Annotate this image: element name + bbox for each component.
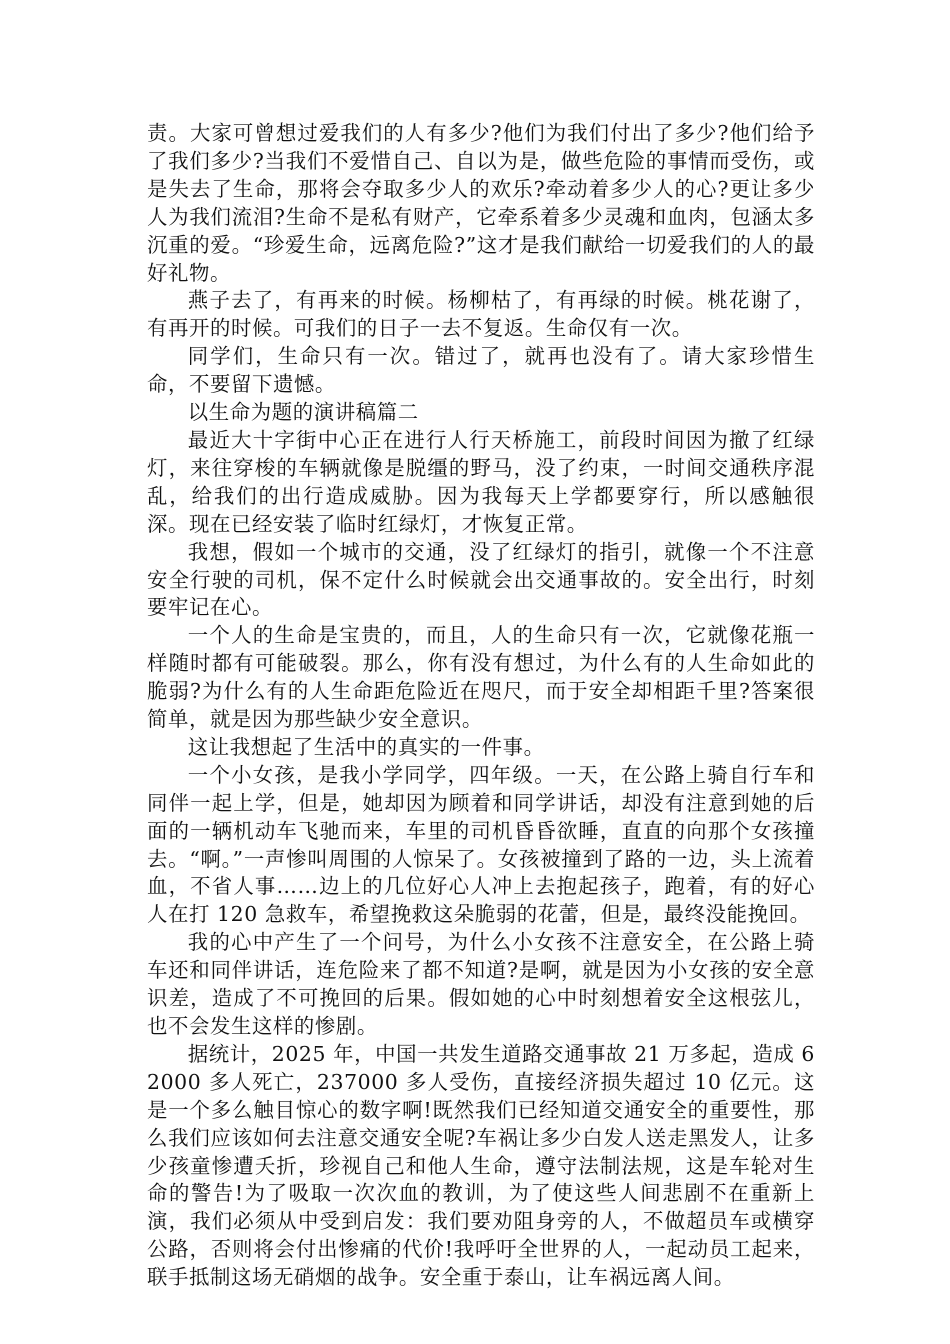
paragraph-swallows: 燕子去了，有再来的时候。杨柳枯了，有再绿的时候。桃花谢了，有再开的时候。可我们的日子一去不复返。生命仅有一次。 <box>147 288 815 341</box>
paragraph-traffic-lights: 我想，假如一个城市的交通，没了红绿灯的指引，就像一个不注意安全行驶的司机，保不定什么时候就会出交通事故的。安全出行，时刻要牢记在心。 <box>147 539 815 620</box>
paragraph-continuation: 责。大家可曾想过爱我们的人有多少?他们为我们付出了多少?他们给予了我们多少?当我们不爱惜自己、自以为是，做些危险的事情而受伤，或是失去了生命，那将会夺取多少人的欢乐?牵动着多少人的心?更让多少人为我们流泪?生命不是私有财产，它牵系着多少灵魂和血肉，包涵太多沉重的爱。“珍爱生命，远离危险?”这才是我们献给一切爱我们的人的最好礼物。 <box>147 121 815 285</box>
document-body <box>147 120 815 1292</box>
section-heading: 以生命为题的演讲稿篇二 <box>187 400 419 425</box>
paragraph-statistics: 据统计，2025 年，中国一共发生道路交通事故 21 万多起，造成 62000 多人死亡，237000 多人受伤，直接经济损失超过 10 亿元。这是一个多么触目惊心的数字啊!既然我们已经知道交通安全的重要性，那么我们应该如何去注意交通安全呢?车祸让多少白发人送走黑发人，让多少孩童惨遭夭折，珍视自己和他人生命，遵守法制法规，这是车轮对生命的警告!为了吸取一次次血的教训，为了使这些人间悲剧不在重新上演，我们必须从中受到启发：我们要劝阻身旁的人，不做超员车或横穿公路，否则将会付出惨痛的代价!我呼吁全世界的人，一起动员工起来，联手抵制这场无硝烟的战争。安全重于泰山，让车祸远离人间。 <box>147 1041 815 1290</box>
paragraph-life-precious: 一个人的生命是宝贵的，而且，人的生命只有一次，它就像花瓶一样随时都有可能破裂。那么，你有没有想过，为什么有的人生命如此的脆弱?为什么有的人生命距危险近在咫尺，而于安全却相距千里?答案很简单，就是因为那些缺少安全意识。 <box>147 623 815 732</box>
paragraph-intersection: 最近大十字街中心正在进行人行天桥施工，前段时间因为撤了红绿灯，来往穿梭的车辆就像是脱缰的野马，没了约束，一时间交通秩序混乱，给我们的出行造成威胁。因为我每天上学都要穿行，所以感触很深。现在已经安装了临时红绿灯，才恢复正常。 <box>147 427 815 536</box>
paragraph-real-event: 这让我想起了生活中的真实的一件事。 <box>187 734 545 759</box>
paragraph-little-girl: 一个小女孩，是我小学同学，四年级。一天，在公路上骑自行车和同伴一起上学，但是，她却因为顾着和同学讲话，却没有注意到她的后面的一辆机动车飞驰而来，车里的司机昏昏欲睡，直直的向那个女孩撞去。“啊。”一声惨叫周围的人惊呆了。女孩被撞到了路的一边，头上流着血，不省人事……边上的几位好心人冲上去抱起孩子，跑着，有的好心人在打 120 急救车，希望挽救这朵脆弱的花蕾，但是，最终没能挽回。 <box>147 762 815 927</box>
paragraph-question: 我的心中产生了一个问号，为什么小女孩不注意安全，在公路上骑车还和同伴讲话，连危险来了都不知道?是啊，就是因为小女孩的安全意识差，造成了不可挽回的后果。假如她的心中时刻想着安全这根弦儿，也不会发生这样的惨剧。 <box>147 930 815 1038</box>
paragraph-classmates: 同学们，生命只有一次。错过了，就再也没有了。请大家珍惜生命，不要留下遗憾。 <box>147 344 815 397</box>
